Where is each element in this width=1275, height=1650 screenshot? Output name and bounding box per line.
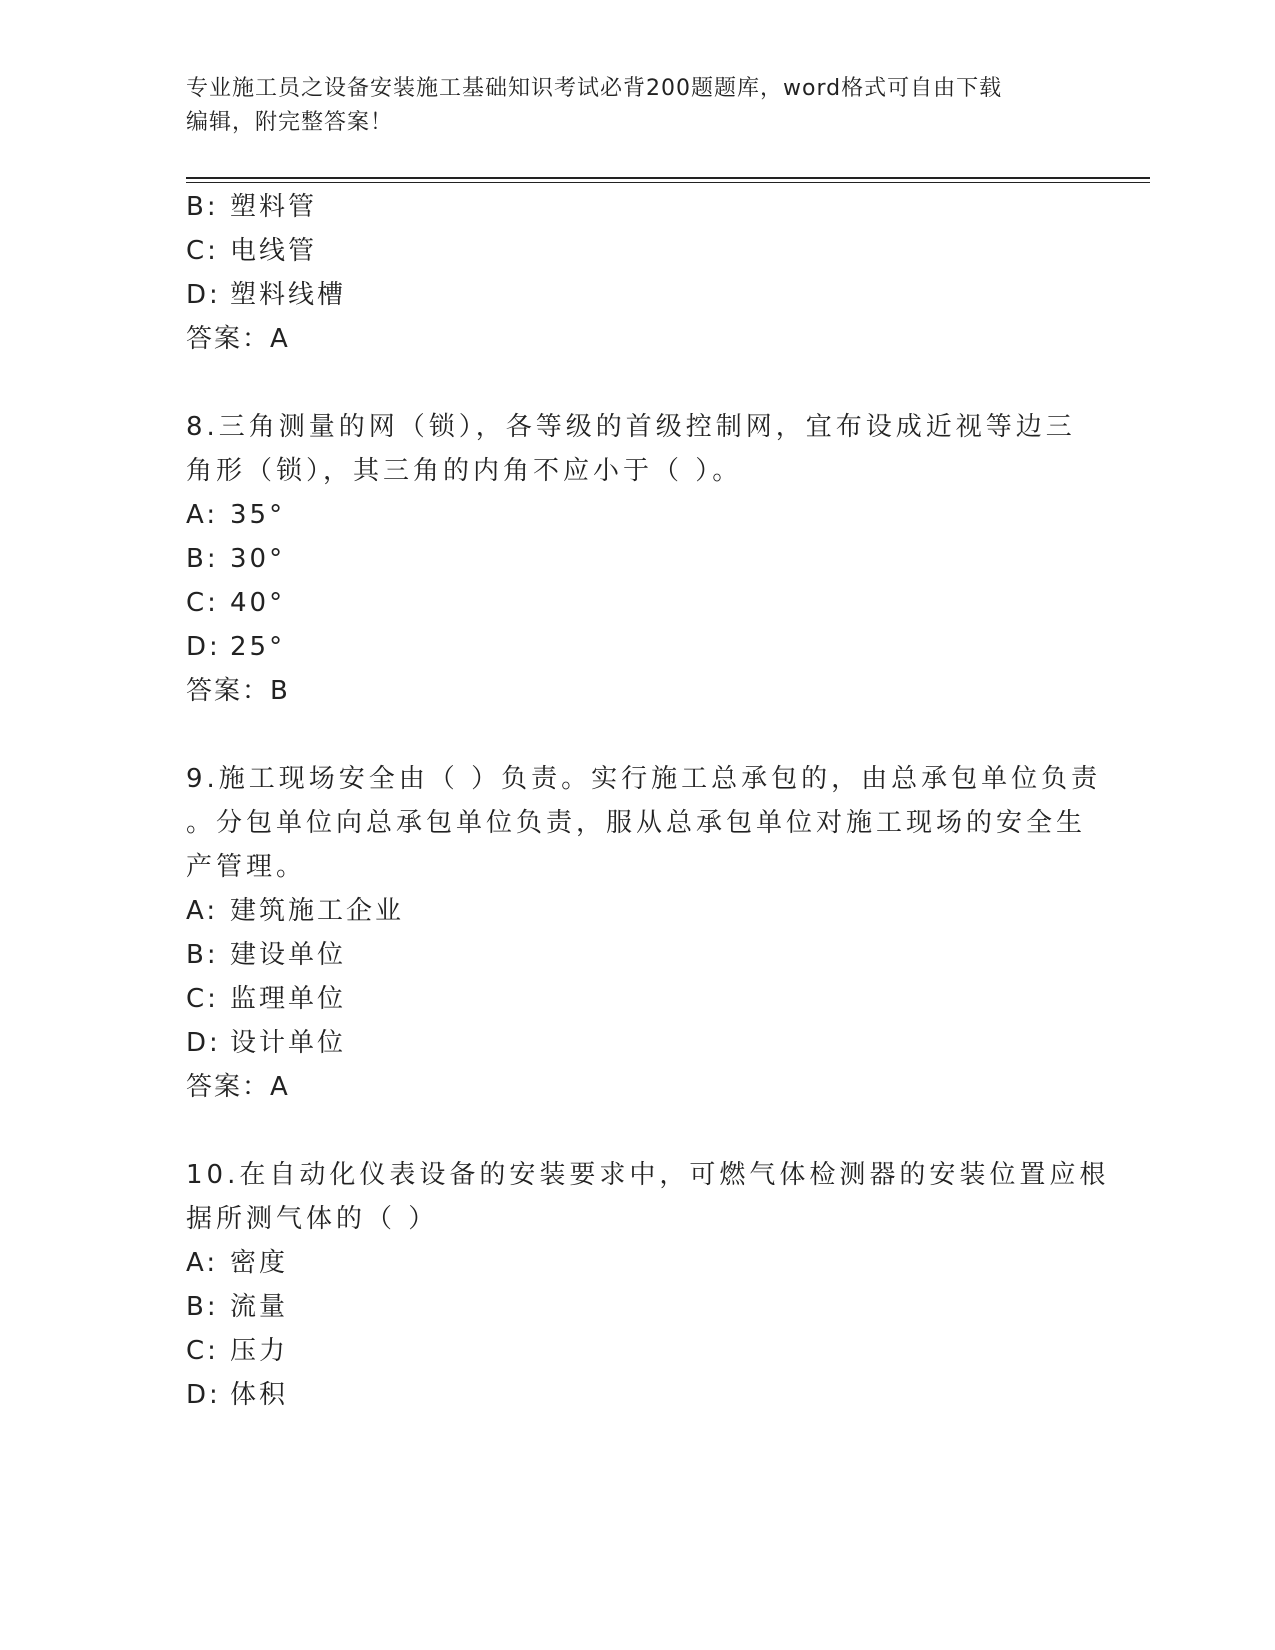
option-text: 压力 (230, 1336, 289, 1366)
option-text: 建筑施工企业 (230, 896, 405, 926)
header-line-1: 专业施工员之设备安装施工基础知识考试必背200题题库，word格式可自由下载 (186, 76, 1003, 101)
question-9-line-2: 。分包单位向总承包单位负责，服从总承包单位对施工现场的安全生 (186, 808, 1087, 838)
option-d (186, 1380, 288, 1410)
option-letter: C: (186, 984, 219, 1014)
option-letter: C: (186, 1336, 219, 1366)
option-letter: A: (186, 896, 219, 926)
option-text: 塑料管 (230, 192, 318, 222)
option-text: 流量 (230, 1292, 289, 1322)
option-letter: D: (186, 280, 221, 310)
option-letter: A: (186, 500, 219, 530)
option-letter: C: (186, 236, 219, 266)
option-letter: B: (186, 544, 219, 574)
option-c (186, 984, 346, 1014)
option-letter: A: (186, 1248, 219, 1278)
option-d (186, 1028, 346, 1058)
option-text: 40° (230, 588, 286, 618)
header-divider-thin (186, 182, 1150, 183)
option-c (186, 236, 317, 266)
document-header (186, 72, 1066, 140)
option-c (186, 588, 285, 618)
option-letter: D: (186, 632, 221, 662)
header-divider-thick (186, 177, 1150, 179)
option-letter: C: (186, 588, 219, 618)
question-8-line-1: 8.三角测量的网（锁），各等级的首级控制网，宜布设成近视等边三 (186, 412, 1076, 442)
option-b (186, 192, 317, 222)
option-text: 25° (230, 632, 286, 662)
option-d (186, 632, 285, 662)
answer-label: 答案：A (186, 324, 290, 354)
question-8-line-2: 角形（锁），其三角的内角不应小于（ ）。 (186, 456, 743, 486)
option-b (186, 1292, 288, 1322)
option-letter: B: (186, 1292, 219, 1322)
answer-label: 答案：A (186, 1072, 290, 1102)
option-letter: D: (186, 1380, 221, 1410)
option-text: 电线管 (230, 236, 318, 266)
option-text: 建设单位 (230, 940, 347, 970)
option-text: 塑料线槽 (230, 280, 347, 310)
question-9-line-3: 产管理。 (186, 852, 307, 882)
option-letter: D: (186, 1028, 221, 1058)
option-d (186, 280, 346, 310)
answer-label: 答案：B (186, 676, 290, 706)
question-10-line-1: 10.在自动化仪表设备的安装要求中，可燃气体检测器的安装位置应根 (186, 1160, 1110, 1190)
option-b (186, 544, 285, 574)
option-text: 设计单位 (230, 1028, 347, 1058)
header-line-2: 编辑，附完整答案！ (186, 110, 394, 135)
option-letter: B: (186, 940, 219, 970)
option-text: 体积 (230, 1380, 289, 1410)
option-text: 30° (230, 544, 286, 574)
option-a (186, 500, 285, 530)
option-a (186, 896, 404, 926)
question-10-line-2: 据所测气体的（ ） (186, 1204, 439, 1234)
option-a (186, 1248, 288, 1278)
option-text: 35° (230, 500, 286, 530)
option-b (186, 940, 346, 970)
option-c (186, 1336, 288, 1366)
option-text: 监理单位 (230, 984, 347, 1014)
option-letter: B: (186, 192, 219, 222)
question-9-line-1: 9.施工现场安全由（ ）负责。实行施工总承包的，由总承包单位负责 (186, 764, 1102, 794)
option-text: 密度 (230, 1248, 289, 1278)
